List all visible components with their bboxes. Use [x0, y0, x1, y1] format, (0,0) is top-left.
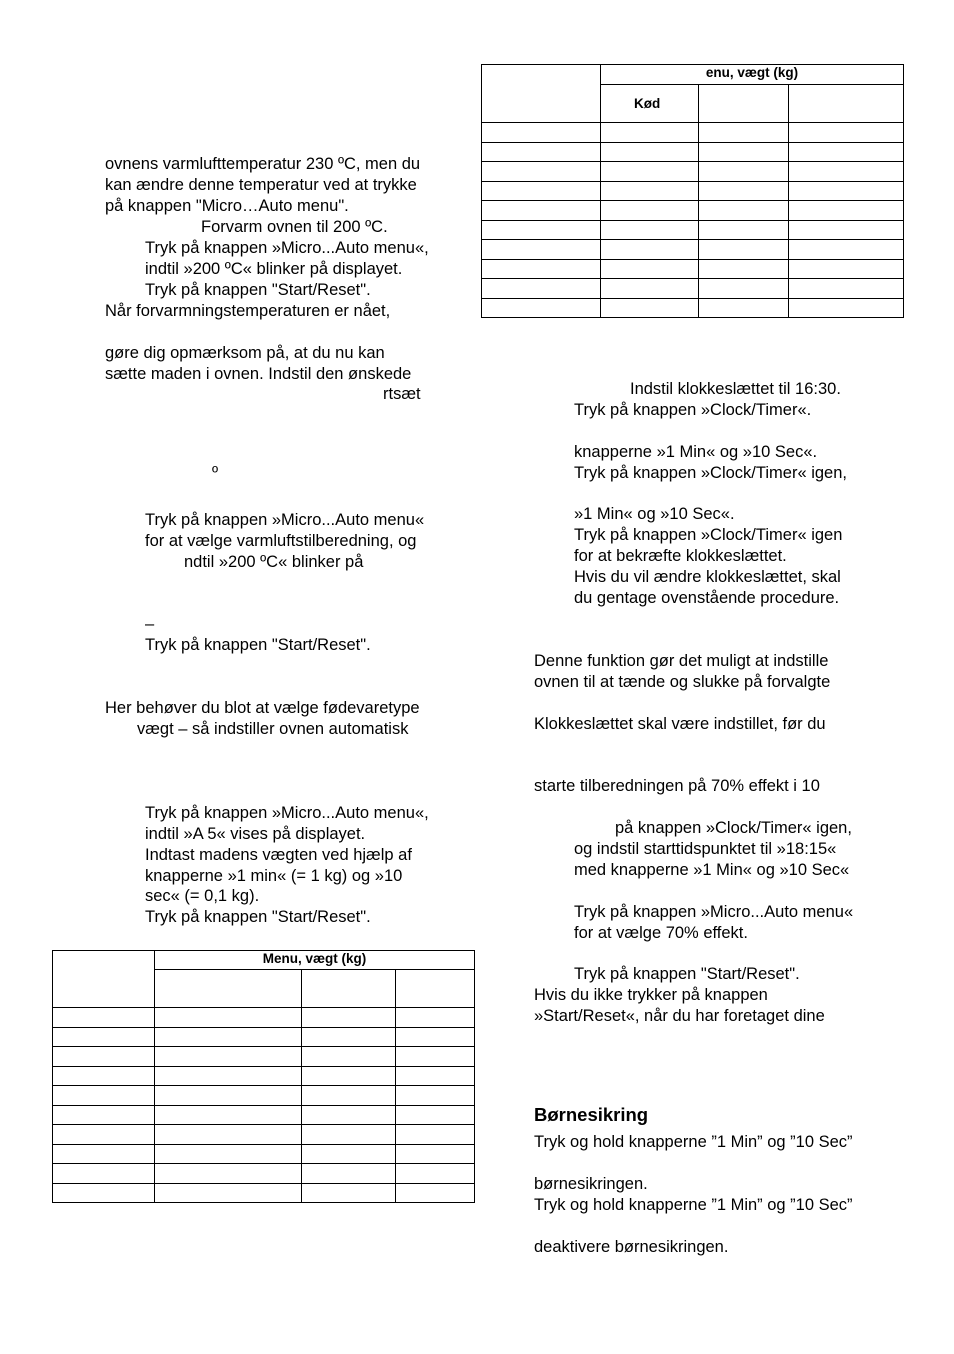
- table-cell: [302, 970, 396, 1008]
- table-cell: [789, 142, 904, 162]
- text-line: gøre dig opmærksom på, at du nu kan: [105, 344, 385, 362]
- table-cell: [396, 1086, 475, 1106]
- section-heading-child-lock: Børnesikring: [534, 1104, 649, 1125]
- table-row: [482, 142, 904, 162]
- table-cell: [789, 162, 904, 182]
- table-cell: [601, 201, 699, 221]
- table-cell: [53, 951, 155, 1008]
- text-line: Indstil klokkeslættet til 16:30.: [630, 380, 841, 398]
- text-line: ovnens varmlufttemperatur 230 ºC, men du: [105, 155, 421, 173]
- text-line: for at vælge 70% effekt.: [574, 924, 748, 942]
- table-cell: [482, 279, 601, 299]
- text-line: Tryk og hold knapperne ”1 Min” og ”10 Sec”: [534, 1133, 853, 1151]
- table-cell: [699, 201, 789, 221]
- text-line: Hvis du vil ændre klokkeslættet, skal: [574, 568, 841, 586]
- table-cell: [601, 142, 699, 162]
- table-cell: [789, 259, 904, 279]
- text-line: Klokkeslættet skal være indstillet, før du: [534, 715, 826, 733]
- table-cell: [302, 1027, 396, 1047]
- text-line: Tryk på knappen »Clock/Timer«.: [574, 401, 812, 419]
- text-line: –: [145, 615, 155, 633]
- text-line: ndtil »200 ºC« blinker på: [184, 553, 364, 571]
- table-cell: [699, 240, 789, 260]
- table-cell: [302, 1105, 396, 1125]
- table-header: Menu, vægt (kg): [155, 951, 475, 970]
- table-cell: [155, 970, 302, 1008]
- table-cell: [789, 85, 904, 123]
- table-row: [482, 201, 904, 221]
- table-row: [53, 1027, 475, 1047]
- text-line: indtil »A 5« vises på displayet.: [145, 825, 366, 843]
- table-cell: [396, 1066, 475, 1086]
- menu-weight-table-left: [52, 950, 475, 1203]
- text-line: Tryk på knappen »Clock/Timer« igen,: [574, 464, 847, 482]
- table-row: [53, 1183, 475, 1203]
- table-cell: [302, 1183, 396, 1203]
- table-row: [482, 220, 904, 240]
- text-line: med knapperne »1 Min« og »10 Sec«: [574, 861, 850, 879]
- table-cell: [601, 123, 699, 143]
- table-cell: [482, 123, 601, 143]
- table-header: enu, vægt (kg): [601, 65, 904, 85]
- table-cell: [699, 181, 789, 201]
- table-cell: [302, 1047, 396, 1067]
- table-cell: [482, 181, 601, 201]
- text-line: »Start/Reset«, når du har foretaget dine: [534, 1007, 825, 1025]
- text-line: Når forvarmningstemperaturen er nået,: [105, 302, 391, 320]
- table-row: [53, 1066, 475, 1086]
- table-cell: [302, 1008, 396, 1028]
- table-cell: [155, 1008, 302, 1028]
- table-row: [53, 1008, 475, 1028]
- table-cell: [699, 220, 789, 240]
- text-line: på knappen "Micro…Auto menu".: [105, 197, 349, 215]
- text-line: kan ændre denne temperatur ved at trykke: [105, 176, 417, 194]
- table-cell: [53, 1008, 155, 1028]
- table-cell: [396, 970, 475, 1008]
- table-row: [482, 279, 904, 299]
- table-cell: [789, 201, 904, 221]
- table-cell: [53, 1086, 155, 1106]
- text-line: Tryk på knappen »Micro...Auto menu«: [574, 903, 854, 921]
- table-cell: [155, 1125, 302, 1145]
- table-cell: [482, 162, 601, 182]
- text-line: for at vælge varmluftstilberedning, og: [145, 532, 417, 550]
- table-cell: [396, 1144, 475, 1164]
- text-line: Tryk på knappen "Start/Reset".: [145, 908, 371, 926]
- table-row: [482, 298, 904, 318]
- table-cell: [155, 1105, 302, 1125]
- text-line: Indtast madens vægten ved hjælp af: [145, 846, 412, 864]
- table-body-right: [482, 123, 904, 318]
- text-line: Tryk på knappen »Micro...Auto menu«,: [145, 804, 429, 822]
- table-cell: [396, 1183, 475, 1203]
- table-row: [53, 1164, 475, 1184]
- table-row: [482, 181, 904, 201]
- text-line: º: [212, 464, 219, 482]
- text-line: Tryk på knappen "Start/Reset".: [574, 965, 800, 983]
- text-line: starte tilberedningen på 70% effekt i 10: [534, 777, 820, 795]
- table-row: [53, 1125, 475, 1145]
- table-cell: [601, 240, 699, 260]
- table-cell: [302, 1164, 396, 1184]
- table-cell: [53, 1066, 155, 1086]
- table-cell: [302, 1066, 396, 1086]
- table-cell: [699, 279, 789, 299]
- table-cell: [789, 279, 904, 299]
- table-cell: [482, 142, 601, 162]
- table-row: [482, 123, 904, 143]
- table-cell: [482, 201, 601, 221]
- table-cell: [789, 220, 904, 240]
- table-cell: [155, 1066, 302, 1086]
- table-cell: [53, 1144, 155, 1164]
- table-cell: [396, 1125, 475, 1145]
- table-row: [482, 259, 904, 279]
- table-row: [482, 162, 904, 182]
- text-line: ovnen til at tænde og slukke på forvalgte: [534, 673, 831, 691]
- table-cell: [789, 240, 904, 260]
- table-cell: [601, 220, 699, 240]
- table-cell: [482, 220, 601, 240]
- text-line: på knappen »Clock/Timer« igen,: [615, 819, 852, 837]
- table-cell: [53, 1125, 155, 1145]
- table-cell: [396, 1047, 475, 1067]
- text-line: deaktivere børnesikringen.: [534, 1238, 729, 1256]
- text-line: knapperne »1 Min« og »10 Sec«.: [574, 443, 818, 461]
- table-cell: [482, 240, 601, 260]
- table-cell: [155, 1027, 302, 1047]
- table-cell: [699, 85, 789, 123]
- table-cell: [53, 1164, 155, 1184]
- text-line: Tryk på knappen »Micro...Auto menu«,: [145, 239, 429, 257]
- table-cell: [699, 162, 789, 182]
- text-line: for at bekræfte klokkeslættet.: [574, 547, 787, 565]
- table-row: [482, 240, 904, 260]
- table-cell: [482, 298, 601, 318]
- text-line: og indstil starttidspunktet til »18:15«: [574, 840, 837, 858]
- table-subheader-meat: Kød: [601, 85, 699, 123]
- table-cell: [601, 181, 699, 201]
- text-line: »1 Min« og »10 Sec«.: [574, 505, 735, 523]
- table-cell: [789, 298, 904, 318]
- text-line: rtsæt: [383, 385, 421, 403]
- table-cell: [155, 1164, 302, 1184]
- table-cell: [155, 1047, 302, 1067]
- text-line: Tryk på knappen »Clock/Timer« igen: [574, 526, 843, 544]
- text-line: Tryk på knappen "Start/Reset".: [145, 281, 371, 299]
- table-cell: [302, 1125, 396, 1145]
- text-line: Forvarm ovnen til 200 ºC.: [201, 218, 388, 236]
- table-cell: [601, 259, 699, 279]
- table-cell: [155, 1144, 302, 1164]
- text-line: knapperne »1 min« (= 1 kg) og »10: [145, 867, 403, 885]
- table-cell: [155, 1086, 302, 1106]
- text-line: Tryk på knappen »Micro...Auto menu«: [145, 511, 425, 529]
- text-line: indtil »200 ºC« blinker på displayet.: [145, 260, 403, 278]
- table-cell: [396, 1008, 475, 1028]
- table-cell: [53, 1027, 155, 1047]
- table-row: [53, 1047, 475, 1067]
- table-cell: [482, 259, 601, 279]
- table-row: [53, 1086, 475, 1106]
- text-line: Her behøver du blot at vælge fødevaretype: [105, 699, 420, 717]
- table-row: [53, 1105, 475, 1125]
- menu-weight-table-right: [481, 64, 904, 318]
- table-body-left: [53, 1008, 475, 1203]
- table-cell: [53, 1047, 155, 1067]
- text-line: du gentage ovenstående procedure.: [574, 589, 840, 607]
- text-line: børnesikringen.: [534, 1175, 648, 1193]
- text-line: vægt – så indstiller ovnen automatisk: [137, 720, 409, 738]
- text-line: sætte maden i ovnen. Indstil den ønskede: [105, 365, 412, 383]
- text-line: Tryk på knappen "Start/Reset".: [145, 636, 371, 654]
- table-cell: [482, 65, 601, 123]
- table-cell: [53, 1105, 155, 1125]
- table-cell: [789, 181, 904, 201]
- text-line: Tryk og hold knapperne ”1 Min” og ”10 Sec”: [534, 1196, 853, 1214]
- table-cell: [601, 279, 699, 299]
- text-line: Denne funktion gør det muligt at indstille: [534, 652, 829, 670]
- table-cell: [699, 142, 789, 162]
- table-cell: [601, 298, 699, 318]
- table-cell: [789, 123, 904, 143]
- table-cell: [155, 1183, 302, 1203]
- table-cell: [396, 1027, 475, 1047]
- table-cell: [699, 298, 789, 318]
- table-cell: [699, 259, 789, 279]
- table-cell: [699, 123, 789, 143]
- table-cell: [302, 1086, 396, 1106]
- table-cell: [302, 1144, 396, 1164]
- text-line: sec« (= 0,1 kg).: [145, 887, 260, 905]
- table-row: [53, 1144, 475, 1164]
- table-cell: [601, 162, 699, 182]
- table-cell: [396, 1164, 475, 1184]
- table-cell: [396, 1105, 475, 1125]
- table-cell: [53, 1183, 155, 1203]
- text-line: Hvis du ikke trykker på knappen: [534, 986, 768, 1004]
